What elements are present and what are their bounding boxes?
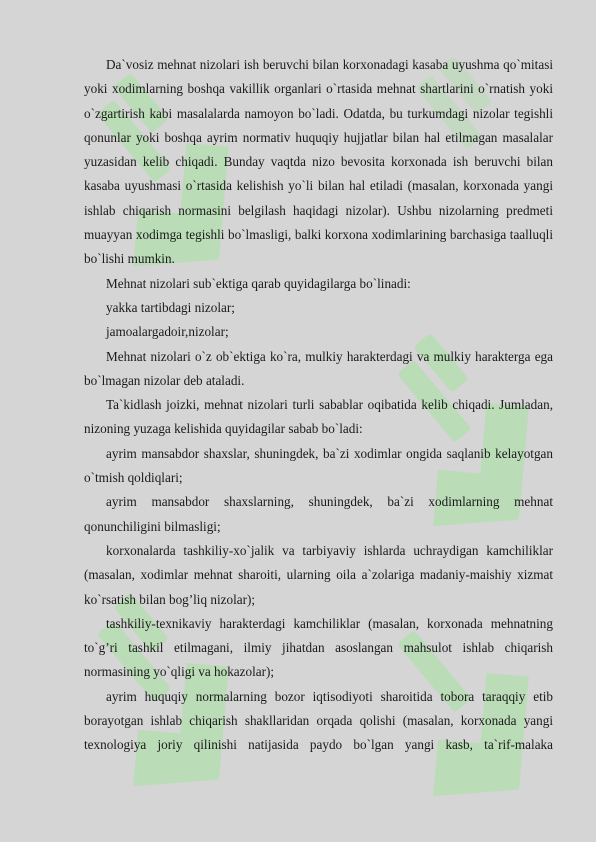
list-item: ayrim mansabdor shaxslar, shuningdek, ba`zi xodimlar ongida saqlanib kelayotgan o`tmish qoldiqlari; [84,445,553,486]
list-item: ayrim mansabdor shaxslarning, shuningdek, ba`zi xodimlarning mehnat qonunchiligini bilmasligi; [84,494,553,534]
list-item: tashkiliy-texnikaviy harakterdagi kamchiliklar (masalan, korxonada mehnatning to`g’ri tashkil etilmagani, ilmiy jihatdan asoslangan mahsulot ishlab chiqarish normasining yo`qligi va hokazolar); [84,615,553,680]
list-item: korxonalarda tashkiliy-xo`jalik va tarbiyaviy ishlarda uchraydigan kamchiliklar (masalan, xodimlar mehnat sharoiti, ularning oila a`zolariga madaniy-maishiy xizmat ko`rsatish bilan bog’liq nizolar); [84,542,553,607]
paragraph: Da`vosiz mehnat nizolari ish beruvchi bilan korxonadagi kasaba uyushma qo`mitasi yoki xodimlarning boshqa vakillik organlari o`rtasida mehnat shartlarini o`rnatish yoki o`zgartirish kabi masalalarda namoyon bo`ladi. Odatda, bu turkumdagi nizolar tegishli qonunlar yoki boshqa ayrim normativ huquqiy hujjatlar bilan hal etilmagan masalalar yuzasidan kelib chiqadi. Bunday vaqtda nizo bevosita korxonada ish beruvchi bilan kasaba uyushmasi o`rtasida kelishish yo`li bilan hal etiladi (masalan, korxonada yangi ishlab chiqarish normasini belgilash haqidagi nizolar). Ushbu nizolarning predmeti muayyan xodimga tegishli bo`lmasligi, balki korxona xodimlarining barchasiga taalluqli bo`lishi mumkin. [84,57,553,267]
list-item: jamoalargadoir,nizolar; [106,324,229,340]
list-item: ayrim huquqiy normalarning bozor iqtisodiyoti sharoitida tobora taraqqiy etib borayotgan ishlab chiqarish shakllaridan orqada qolishi (masalan, korxonada yangi texnologiya joriy qilinishi natijasida paydo bo`lgan yangi kasb, ta`rif-malaka [84,688,553,753]
paragraph: Ta`kidlash joizki, mehnat nizolari turli sabablar oqibatida kelib chiqadi. Jumladan, nizoning yuzaga kelishida quyidagilar sabab bo`ladi: [84,397,553,437]
list-item: yakka tartibdagi nizolar; [106,299,235,315]
document-body [84,53,553,758]
paragraph: Mehnat nizolari sub`ektiga qarab quyidagilarga bo`linadi: [106,275,411,291]
paragraph: Mehnat nizolari o`z ob`ektiga ko`ra, mulkiy harakterdagi va mulkiy harakterga ega bo`lmagan nizolar deb ataladi. [84,348,553,388]
